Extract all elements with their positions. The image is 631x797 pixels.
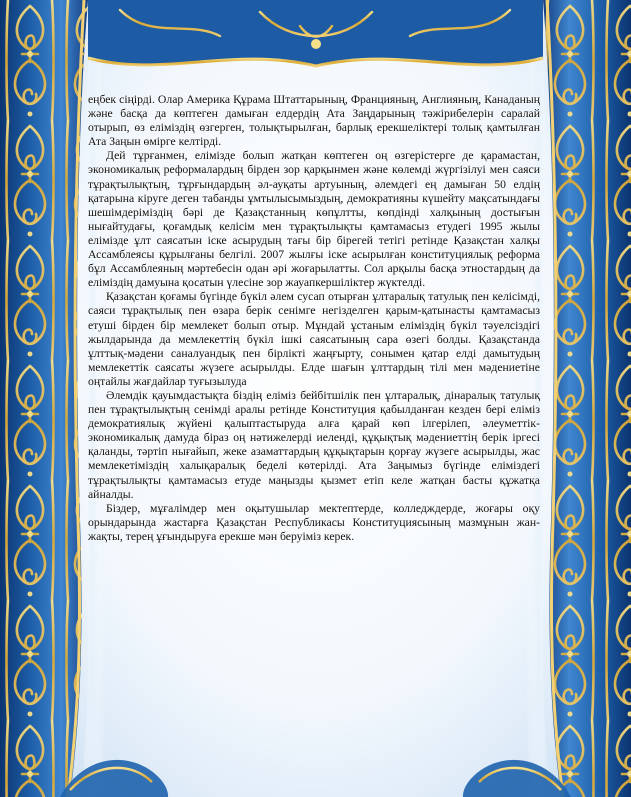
paragraph: Дей тұрғанмен, елімізде болып жатқан көптеген оң өзгерістерге де қарамастан, экономикалық реформалардың бірден зор қарқынмен және көлемді жүргізілуі мен саяси тұрақтылықтың, тұрғындардың әл-ауқаты артуының, әлемдегі ең дамыған 50 елдің қатарына кіруге деген табанды ұмтылысымыздың, демократияны күшейту мақсатындағы шешімдеріміздің бәрі де Қазақстанның көпұлтты, көпдінді халқының достығын нығайтудағы, қоғамдық келісім мен тұрақтылықты қамтамасыз етудегі 1995 жылы елімізде ұлт саясатын іске асырудың тағы бір бірегей тетігі ретінде Қазақстан халқы Ассамблеясы құрылғаны белгілі. 2007 жылғы іске асырылған конституциялық реформа бұл Ассамблеяның мәртебесін одан әрі жоғарылатты. Сол арқылы басқа этностардың да еліміздің дамуына қосатын үлесіне зор жауапкершіліктер жүктелді. bbox=[88, 149, 540, 290]
paragraph: еңбек сіңірді. Олар Америка Құрама Штаттарының, Францияның, Англияның, Канаданың және басқа да көптеген дамыған елдердің Ата Заңдарының тәжірибелерін саралай отырып, өз еліміздің өзгерген, толықтырылған, барлық ерекшеліктері толық қамтылған Ата Заңын өмірге келтірді. bbox=[88, 93, 540, 149]
paragraph: Біздер, мұғалімдер мен оқытушылар мектептерде, колледждерде, жоғары оқу орындарында жастарға Қазақстан Республикасы Конституциясының мазмұнын жан-жақты, терең ұғындыруға ерекше мән беруіміз керек. bbox=[88, 501, 540, 543]
paragraph: Әлемдік қауымдастықта біздің еліміз бейбітшілік пен ұлтаралық, дінаралық татулық пен тұрақтылықтың сенімді аралы ретінде Конституция қабылданған кезден бері еліміз демократиялық жүйені қалыптастыруда алға қарай көп ілгерілеп, әлеуметтік-экономикалық дамуда біраз оң нәтижелерді иеленді, құқықтық мәдениеттің берік іргесі қаланды, тәртіп нығайып, жеке азаматтардың құқықтарын қорғау жүзеге асырылды, жас мемлекетіміздің халықаралық беделі көтерілді. Ата Заңымыз бүгінде еліміздегі тұрақтылықты қамтамасыз етуде маңызды қызмет етіп келе жатқан басты құжатқа айналды. bbox=[88, 388, 540, 501]
body-text bbox=[88, 93, 540, 544]
paragraph: Қазақстан қоғамы бүгінде бүкіл әлем сусап отырған ұлтаралық татулық пен келісімді, саяси тұрақтылық пен өзара берік сенімге негізделген қарым-қатынасты қамтамасыз етуші бірден бір мемлекет болып отыр. Мұндай ұстаным еліміздің бүкіл тәуелсіздігі жылдарында да мемлекеттің бүкіл ішкі саясатының сара өзегі болды. Қазақстанда ұлттық-мәдени саналуандық пен бірлікті жаңғырту, сонымен қатар елді дамытудың мемлекеттік саясаты жүзеге асырылды. Елде шағын ұлттардың тілі мен мәдениетіне оңтайлы жағдайлар туғызылуда bbox=[88, 290, 540, 388]
